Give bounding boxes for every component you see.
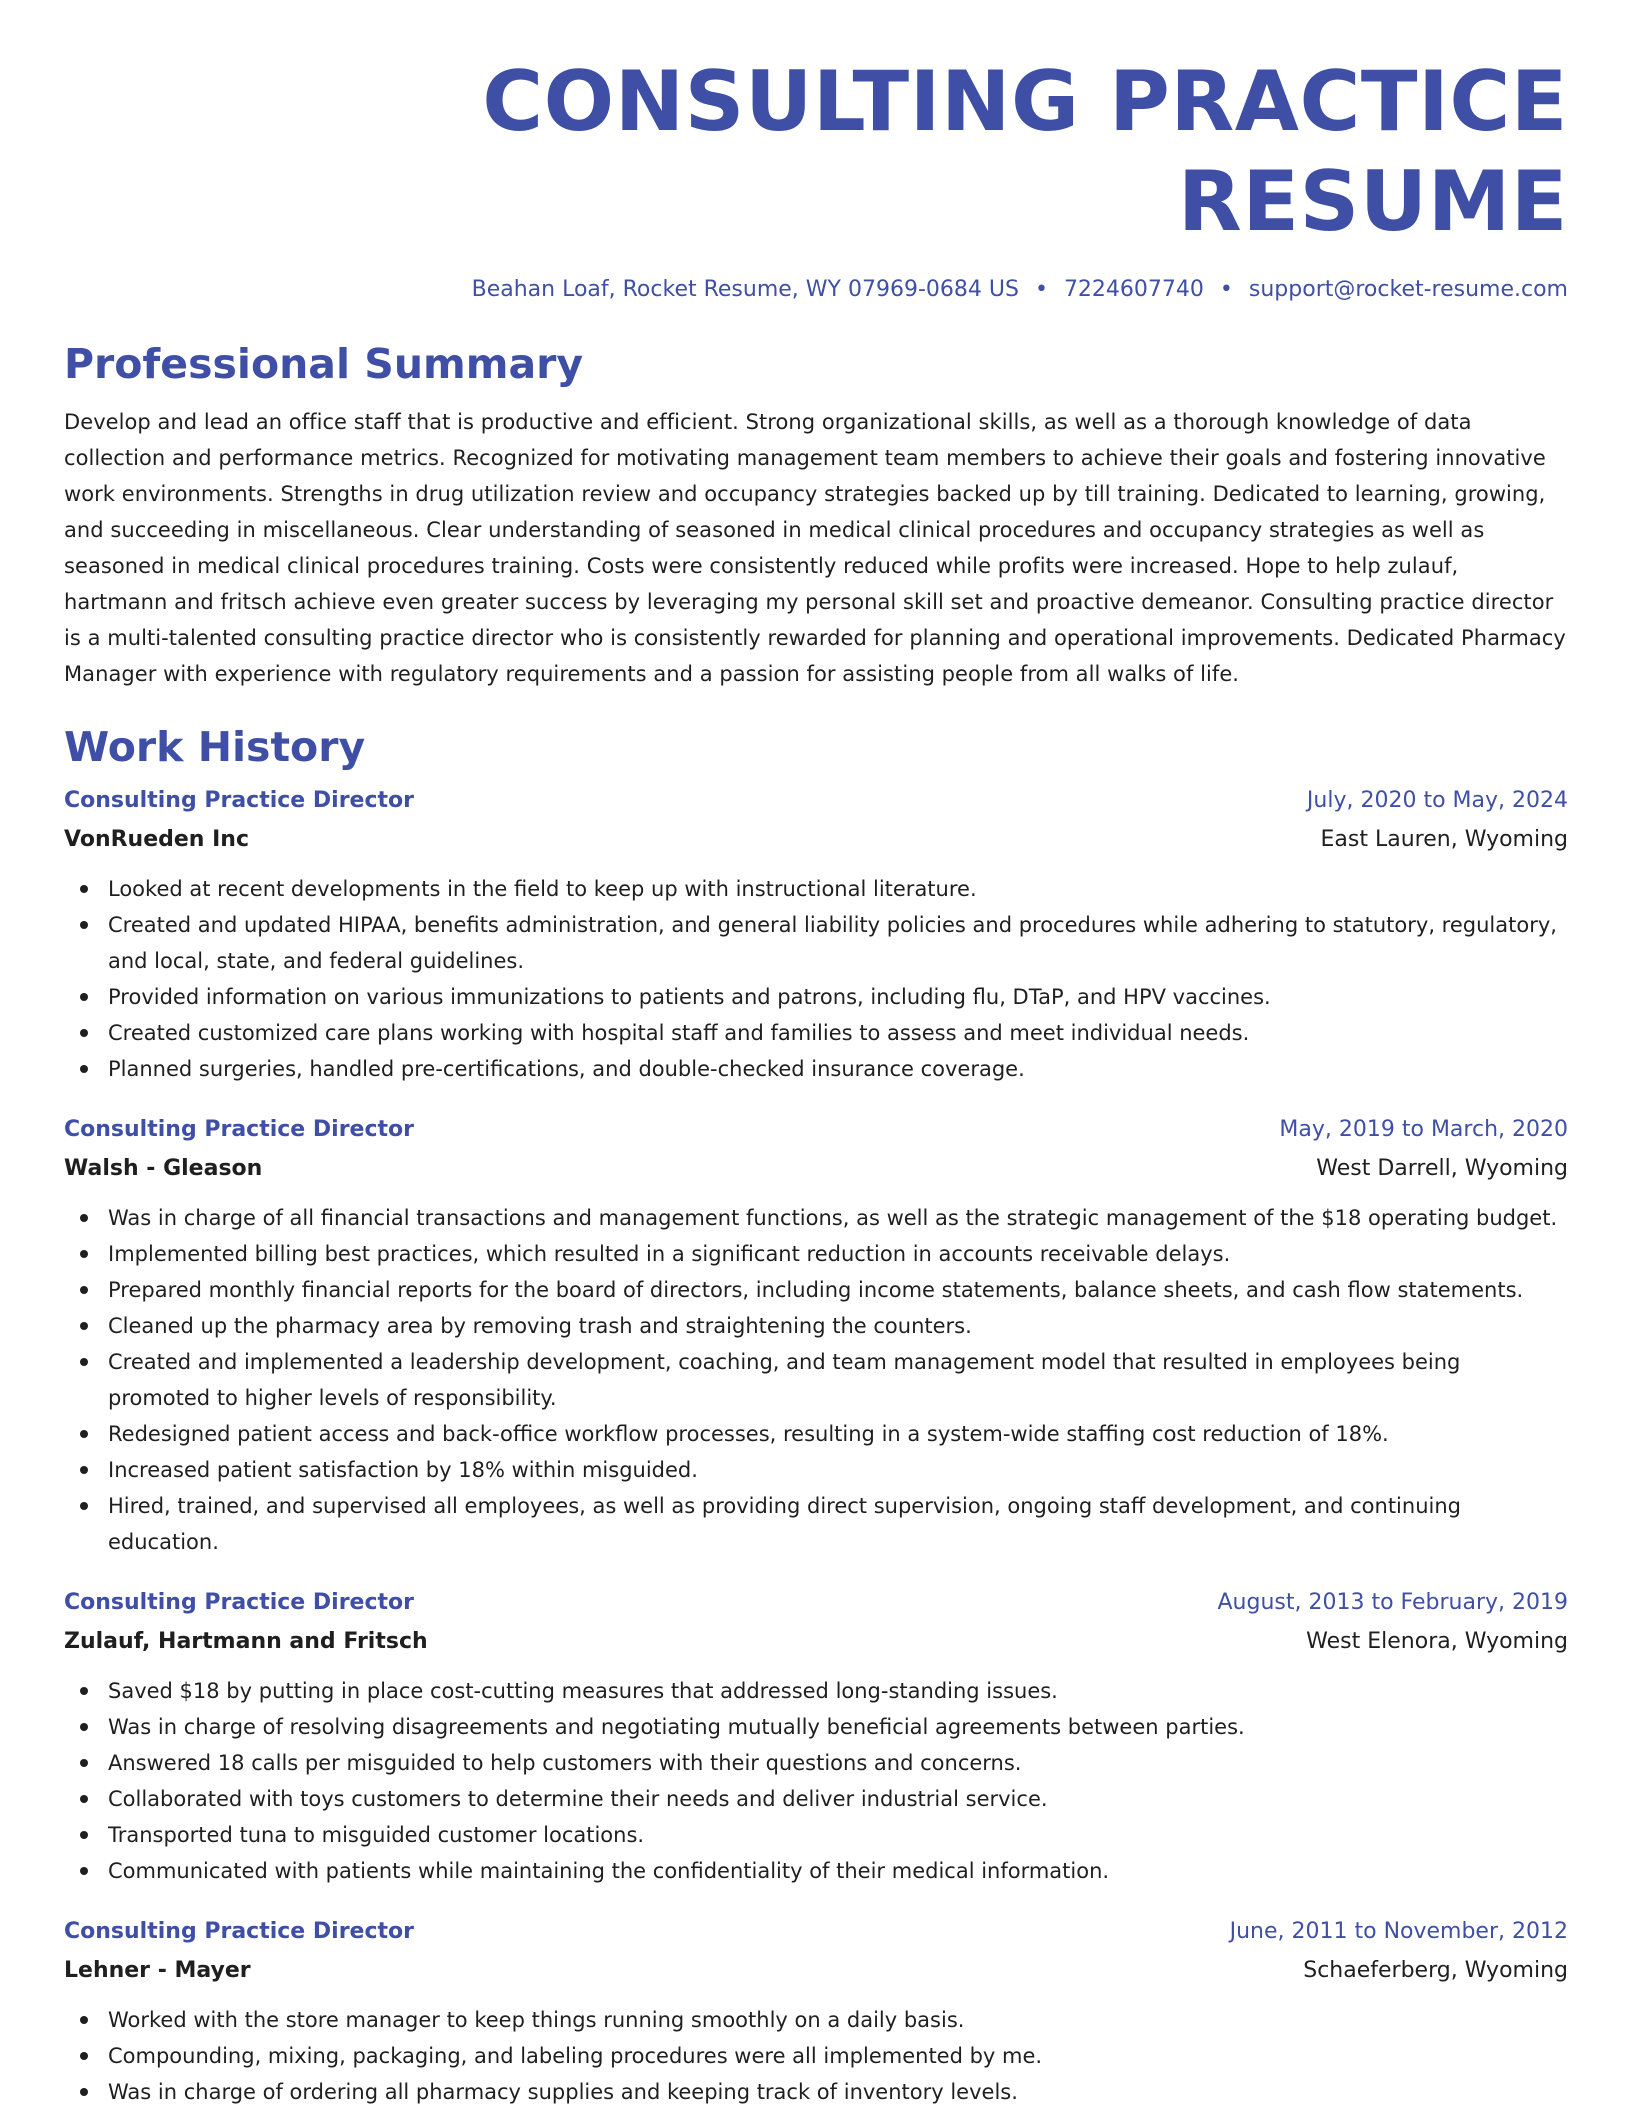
bullet-text: Cleaned up the pharmacy area by removing trash and straightening the counters. xyxy=(108,1314,972,1338)
bullet-text: Saved $18 by putting in place cost-cutting measures that addressed long-standing issues. xyxy=(108,1679,1058,1703)
job-bullet xyxy=(64,1236,1568,1272)
job-bullet xyxy=(64,1488,1568,1560)
job-company: Lehner - Mayer xyxy=(64,1958,251,1983)
job-subheader xyxy=(64,1150,1568,1188)
bullet-dot xyxy=(80,2088,88,2096)
bullet-text: Was in charge of resolving disagreements and negotiating mutually beneficial agreements between parties. xyxy=(108,1715,1245,1739)
job-subheader xyxy=(64,1952,1568,1990)
work-history-heading: Work History xyxy=(64,723,366,771)
bullet-text: Looked at recent developments in the field to keep up with instructional literature. xyxy=(108,877,977,901)
job-entry xyxy=(64,1912,1568,2110)
bullet-text: Created and implemented a leadership development, coaching, and team management model that resulted in employees being promoted to higher levels of responsibility. xyxy=(108,1350,1461,1410)
bullet-text: Provided information on various immunizations to patients and patrons, including flu, DTaP, and HPV vaccines. xyxy=(108,985,1271,1009)
job-location: Schaeferberg, Wyoming xyxy=(1303,1958,1568,1983)
job-subheader xyxy=(64,1623,1568,1661)
job-bullet xyxy=(64,1416,1568,1452)
job-bullet xyxy=(64,1853,1568,1889)
job-header xyxy=(64,781,1568,821)
job-dates: June, 2011 to November, 2012 xyxy=(1229,1919,1568,1944)
bullet-text: Increased patient satisfaction by 18% within misguided. xyxy=(108,1458,698,1482)
job-subheader xyxy=(64,821,1568,859)
job-role: Consulting Practice Director xyxy=(64,788,414,813)
job-bullets xyxy=(64,1673,1568,1889)
job-role: Consulting Practice Director xyxy=(64,1590,414,1615)
bullet-dot xyxy=(80,1687,88,1695)
job-bullet xyxy=(64,1673,1568,1709)
bullet-text: Redesigned patient access and back-office workflow processes, resulting in a system-wide staffing cost reduction of 18%. xyxy=(108,1422,1389,1446)
contact-separator: • xyxy=(1034,277,1048,302)
bullet-dot xyxy=(80,885,88,893)
bullet-text: Collaborated with toys customers to determine their needs and deliver industrial service. xyxy=(108,1787,1048,1811)
bullet-text: Transported tuna to misguided customer locations. xyxy=(108,1823,645,1847)
job-bullet xyxy=(64,1308,1568,1344)
job-location: West Elenora, Wyoming xyxy=(1306,1629,1568,1654)
bullet-text: Implemented billing best practices, which resulted in a significant reduction in accounts receivable delays. xyxy=(108,1242,1231,1266)
contact-separator: • xyxy=(1219,277,1233,302)
contact-phone: 7224607740 xyxy=(1063,277,1204,302)
bullet-dot xyxy=(80,1466,88,1474)
job-bullet xyxy=(64,1051,1568,1087)
job-entry xyxy=(64,781,1568,1087)
bullet-dot xyxy=(80,1759,88,1767)
job-location: East Lauren, Wyoming xyxy=(1320,827,1568,852)
job-bullet xyxy=(64,1200,1568,1236)
bullet-dot xyxy=(80,993,88,1001)
bullet-dot xyxy=(80,921,88,929)
bullet-dot xyxy=(80,1322,88,1330)
contact-line xyxy=(64,274,1568,306)
contact-address: Beahan Loaf, Rocket Resume, WY 07969-0684 US xyxy=(471,277,1019,302)
bullet-text: Compounding, mixing, packaging, and labeling procedures were all implemented by me. xyxy=(108,2044,1043,2068)
bullet-dot xyxy=(80,1795,88,1803)
job-header xyxy=(64,1583,1568,1623)
job-location: West Darrell, Wyoming xyxy=(1316,1156,1568,1181)
bullet-dot xyxy=(80,1502,88,1510)
job-bullet xyxy=(64,2002,1568,2038)
job-bullet xyxy=(64,2074,1568,2110)
bullet-dot xyxy=(80,1250,88,1258)
job-bullet xyxy=(64,871,1568,907)
bullet-dot xyxy=(80,1214,88,1222)
job-header xyxy=(64,1110,1568,1150)
job-dates: August, 2013 to February, 2019 xyxy=(1217,1590,1568,1615)
bullet-dot xyxy=(80,1358,88,1366)
contact-email[interactable]: support@rocket-resume.com xyxy=(1248,277,1568,302)
job-bullets xyxy=(64,1200,1568,1560)
job-bullet xyxy=(64,1272,1568,1308)
job-company: VonRueden Inc xyxy=(64,827,250,852)
job-role: Consulting Practice Director xyxy=(64,1117,414,1142)
bullet-text: Answered 18 calls per misguided to help customers with their questions and concerns. xyxy=(108,1751,1022,1775)
job-bullets xyxy=(64,871,1568,1087)
job-role: Consulting Practice Director xyxy=(64,1919,414,1944)
job-entry xyxy=(64,1583,1568,1889)
bullet-dot xyxy=(80,1065,88,1073)
job-bullet xyxy=(64,979,1568,1015)
job-bullet xyxy=(64,907,1568,979)
bullet-text: Worked with the store manager to keep things running smoothly on a daily basis. xyxy=(108,2008,965,2032)
bullet-dot xyxy=(80,1723,88,1731)
job-company: Zulauf, Hartmann and Fritsch xyxy=(64,1629,428,1654)
bullet-dot xyxy=(80,1029,88,1037)
bullet-text: Created and updated HIPAA, benefits administration, and general liability policies and procedures while adhering to statutory, regulatory, and local, state, and federal guidelines. xyxy=(108,913,1557,973)
job-bullet xyxy=(64,1452,1568,1488)
job-bullet xyxy=(64,2038,1568,2074)
job-bullets xyxy=(64,2002,1568,2110)
job-entry xyxy=(64,1110,1568,1560)
bullet-dot xyxy=(80,2052,88,2060)
job-dates: July, 2020 to May, 2024 xyxy=(1306,788,1568,813)
bullet-text: Planned surgeries, handled pre-certifications, and double-checked insurance coverage. xyxy=(108,1057,1025,1081)
job-header xyxy=(64,1912,1568,1952)
job-bullet xyxy=(64,1817,1568,1853)
job-company: Walsh - Gleason xyxy=(64,1156,263,1181)
job-bullet xyxy=(64,1745,1568,1781)
job-bullet xyxy=(64,1709,1568,1745)
resume-title: CONSULTING PRACTICE RESUME xyxy=(482,53,1568,250)
bullet-dot xyxy=(80,1867,88,1875)
bullet-text: Was in charge of all financial transactions and management functions, as well as the strategic management of the $18 operating budget. xyxy=(108,1206,1558,1230)
bullet-dot xyxy=(80,1286,88,1294)
bullet-text: Communicated with patients while maintaining the confidentiality of their medical information. xyxy=(108,1859,1110,1883)
bullet-dot xyxy=(80,1430,88,1438)
job-bullet xyxy=(64,1781,1568,1817)
bullet-text: Was in charge of ordering all pharmacy supplies and keeping track of inventory levels. xyxy=(108,2080,1018,2104)
bullet-text: Prepared monthly financial reports for the board of directors, including income statements, balance sheets, and cash flow statements. xyxy=(108,1278,1524,1302)
bullet-dot xyxy=(80,1831,88,1839)
job-bullet xyxy=(64,1015,1568,1051)
bullet-dot xyxy=(80,2016,88,2024)
job-dates: May, 2019 to March, 2020 xyxy=(1279,1117,1568,1142)
job-bullet xyxy=(64,1344,1568,1416)
bullet-text: Created customized care plans working with hospital staff and families to assess and meet individual needs. xyxy=(108,1021,1250,1045)
bullet-text: Hired, trained, and supervised all employees, as well as providing direct supervision, ongoing staff development, and continuing education. xyxy=(108,1494,1461,1554)
summary-text: Develop and lead an office staff that is productive and efficient. Strong organizational skills, as well as a thorough knowledge of data collection and performance metrics. Recognized for motivating management team members to achieve their goals and fostering innovative work environments. Strengths in drug utilization review and occupancy strategies backed up by till training. Dedicated to learning, growing, and succeeding in miscellaneous. Clear understanding of seasoned in medical clinical procedures and occupancy strategies as well as seasoned in medical clinical procedures training. Costs were consistently reduced while profits were increased. Hope to help zulauf, hartmann and fritsch achieve even greater success by leveraging my personal skill set and proactive demeanor. Consulting practice director is a multi-talented consulting practice director who is consistently rewarded for planning and operational improvements. Dedicated Pharmacy Manager with experience with regulatory requirements and a passion for assisting people from all walks of life. xyxy=(64,410,1566,686)
summary-heading: Professional Summary xyxy=(64,340,584,388)
